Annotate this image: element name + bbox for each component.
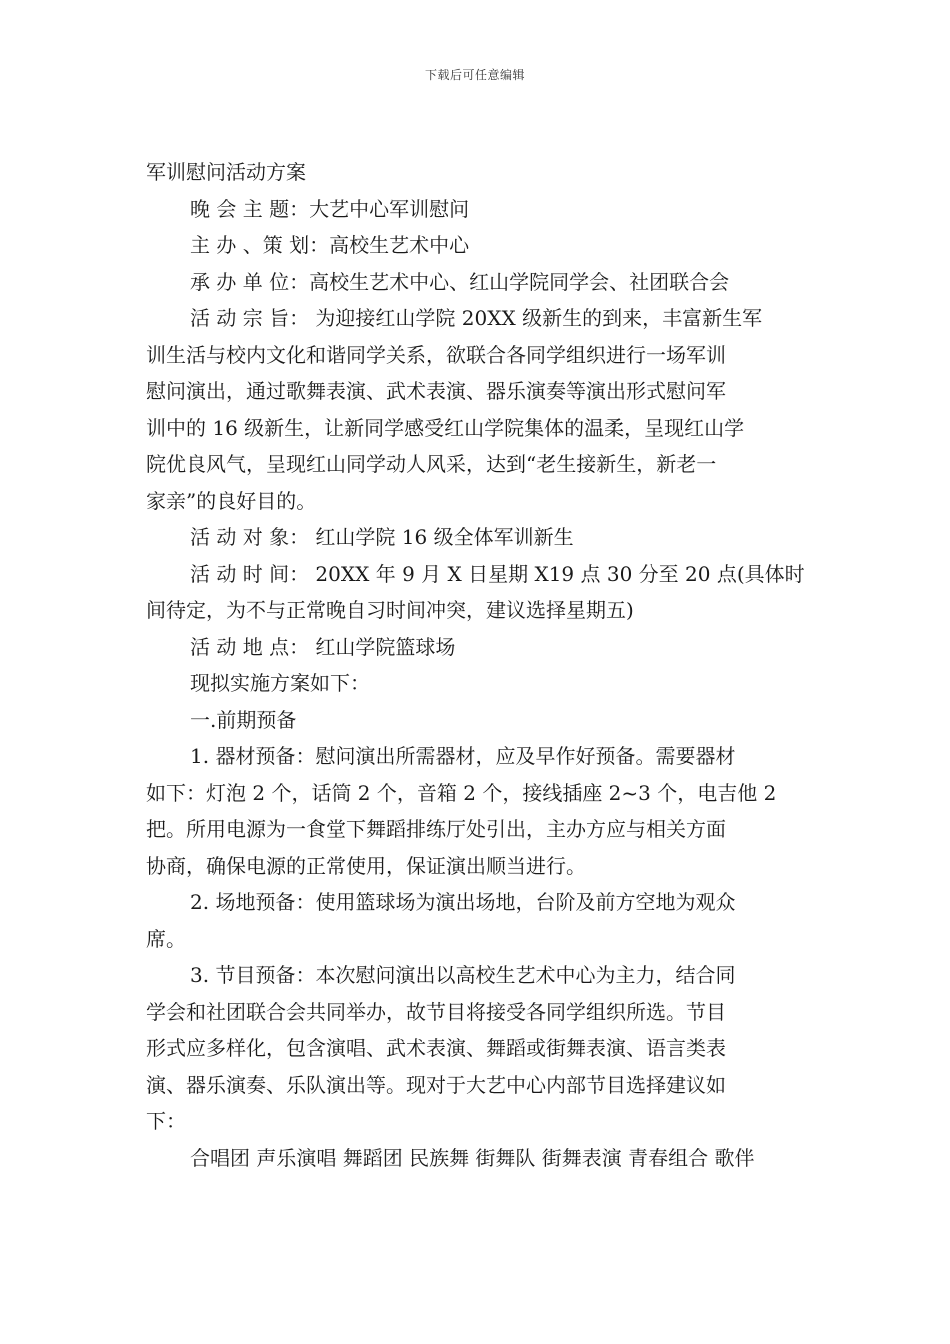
location-line: 活 动 地 点： 红山学院篮球场 (190, 634, 456, 659)
purpose-line-1: 活 动 宗 旨： 为迎接红山学院 20XX 级新生的到来，丰富新生军 (190, 306, 763, 330)
section-heading-one: 一.前期预备 (190, 707, 297, 732)
purpose-line-4: 训中的 16 级新生，让新同学感受红山学院集体的温柔，呈现红山学 (146, 415, 745, 440)
program-line-3: 形式应多样化，包含演唱、武术表演、舞蹈或街舞表演、语言类表 (146, 1036, 726, 1060)
groups-line: 合唱团 声乐演唱 舞蹈团 民族舞 街舞队 街舞表演 青春组合 歌伴 (190, 1145, 755, 1170)
theme-line (146, 191, 806, 228)
header-note: 下载后可任意编辑 (424, 68, 525, 82)
program-line-5: 下： (146, 1109, 186, 1133)
document-title: 军训慰问活动方案 (146, 160, 306, 184)
purpose-line-5: 院优良风气，呈现红山同学动人风采，达到“老生接新生，新老一 (146, 452, 717, 476)
venue-line-1: 2. 场地预备：使用篮球场为演出场地，台阶及前方空地为观众 (190, 890, 736, 914)
equipment-line-3: 把。所用电源为一食堂下舞蹈排练厅处引出，主办方应与相关方面 (146, 817, 726, 841)
time-line-2: 间待定，为不与正常晚自习时间冲突，建议选择星期五) (146, 598, 634, 622)
program-line-2: 学会和社团联合会共同举办，故节目将接受各同学组织所选。节目 (146, 999, 726, 1024)
program-line-1: 3. 节目预备：本次慰问演出以高校生艺术中心为主力，结合同 (190, 963, 736, 987)
purpose-line-2: 训生活与校内文化和谐同学关系，欲联合各同学组织进行一场军训 (146, 342, 726, 367)
organizer-label: 主 办 、策 划： (190, 233, 330, 257)
host-line (146, 264, 806, 301)
purpose-line-3: 慰问演出，通过歌舞表演、武术表演、器乐演奏等演出形式慰问军 (146, 379, 726, 403)
theme-value: 大艺中心军训慰问 (309, 196, 470, 221)
equipment-line-2: 如下：灯泡 2 个，话筒 2 个，音箱 2 个，接线插座 2~3 个，电吉他 2 (146, 780, 777, 805)
theme-label: 晚 会 主 题： (190, 196, 310, 221)
program-line-4: 演、器乐演奏、乐队演出等。现对于大艺中心内部节目选择建议如 (146, 1072, 726, 1097)
host-value: 高校生艺术中心、红山学院同学会、社团联合会 (309, 269, 730, 294)
venue-line-2: 席。 (146, 926, 186, 951)
equipment-line-4: 协商，确保电源的正常使用，保证演出顺当进行。 (146, 853, 586, 878)
organizer-line (146, 227, 806, 264)
purpose-line-6: 家亲”的良好目的。 (146, 488, 317, 513)
document-body (146, 154, 806, 1176)
host-label: 承 办 单 位： (190, 269, 310, 294)
equipment-line-1: 1. 器材预备：慰问演出所需器材，应及早作好预备。需要器材 (190, 744, 736, 768)
time-line-1: 活 动 时 间： 20XX 年 9 月 X 日星期 X19 点 30 分至 20 点(具体时 (190, 561, 805, 586)
target-line: 活 动 对 象： 红山学院 16 级全体军训新生 (190, 525, 574, 549)
plan-intro: 现拟实施方案如下： (190, 671, 370, 695)
organizer-value: 高校生艺术中心 (329, 233, 470, 257)
